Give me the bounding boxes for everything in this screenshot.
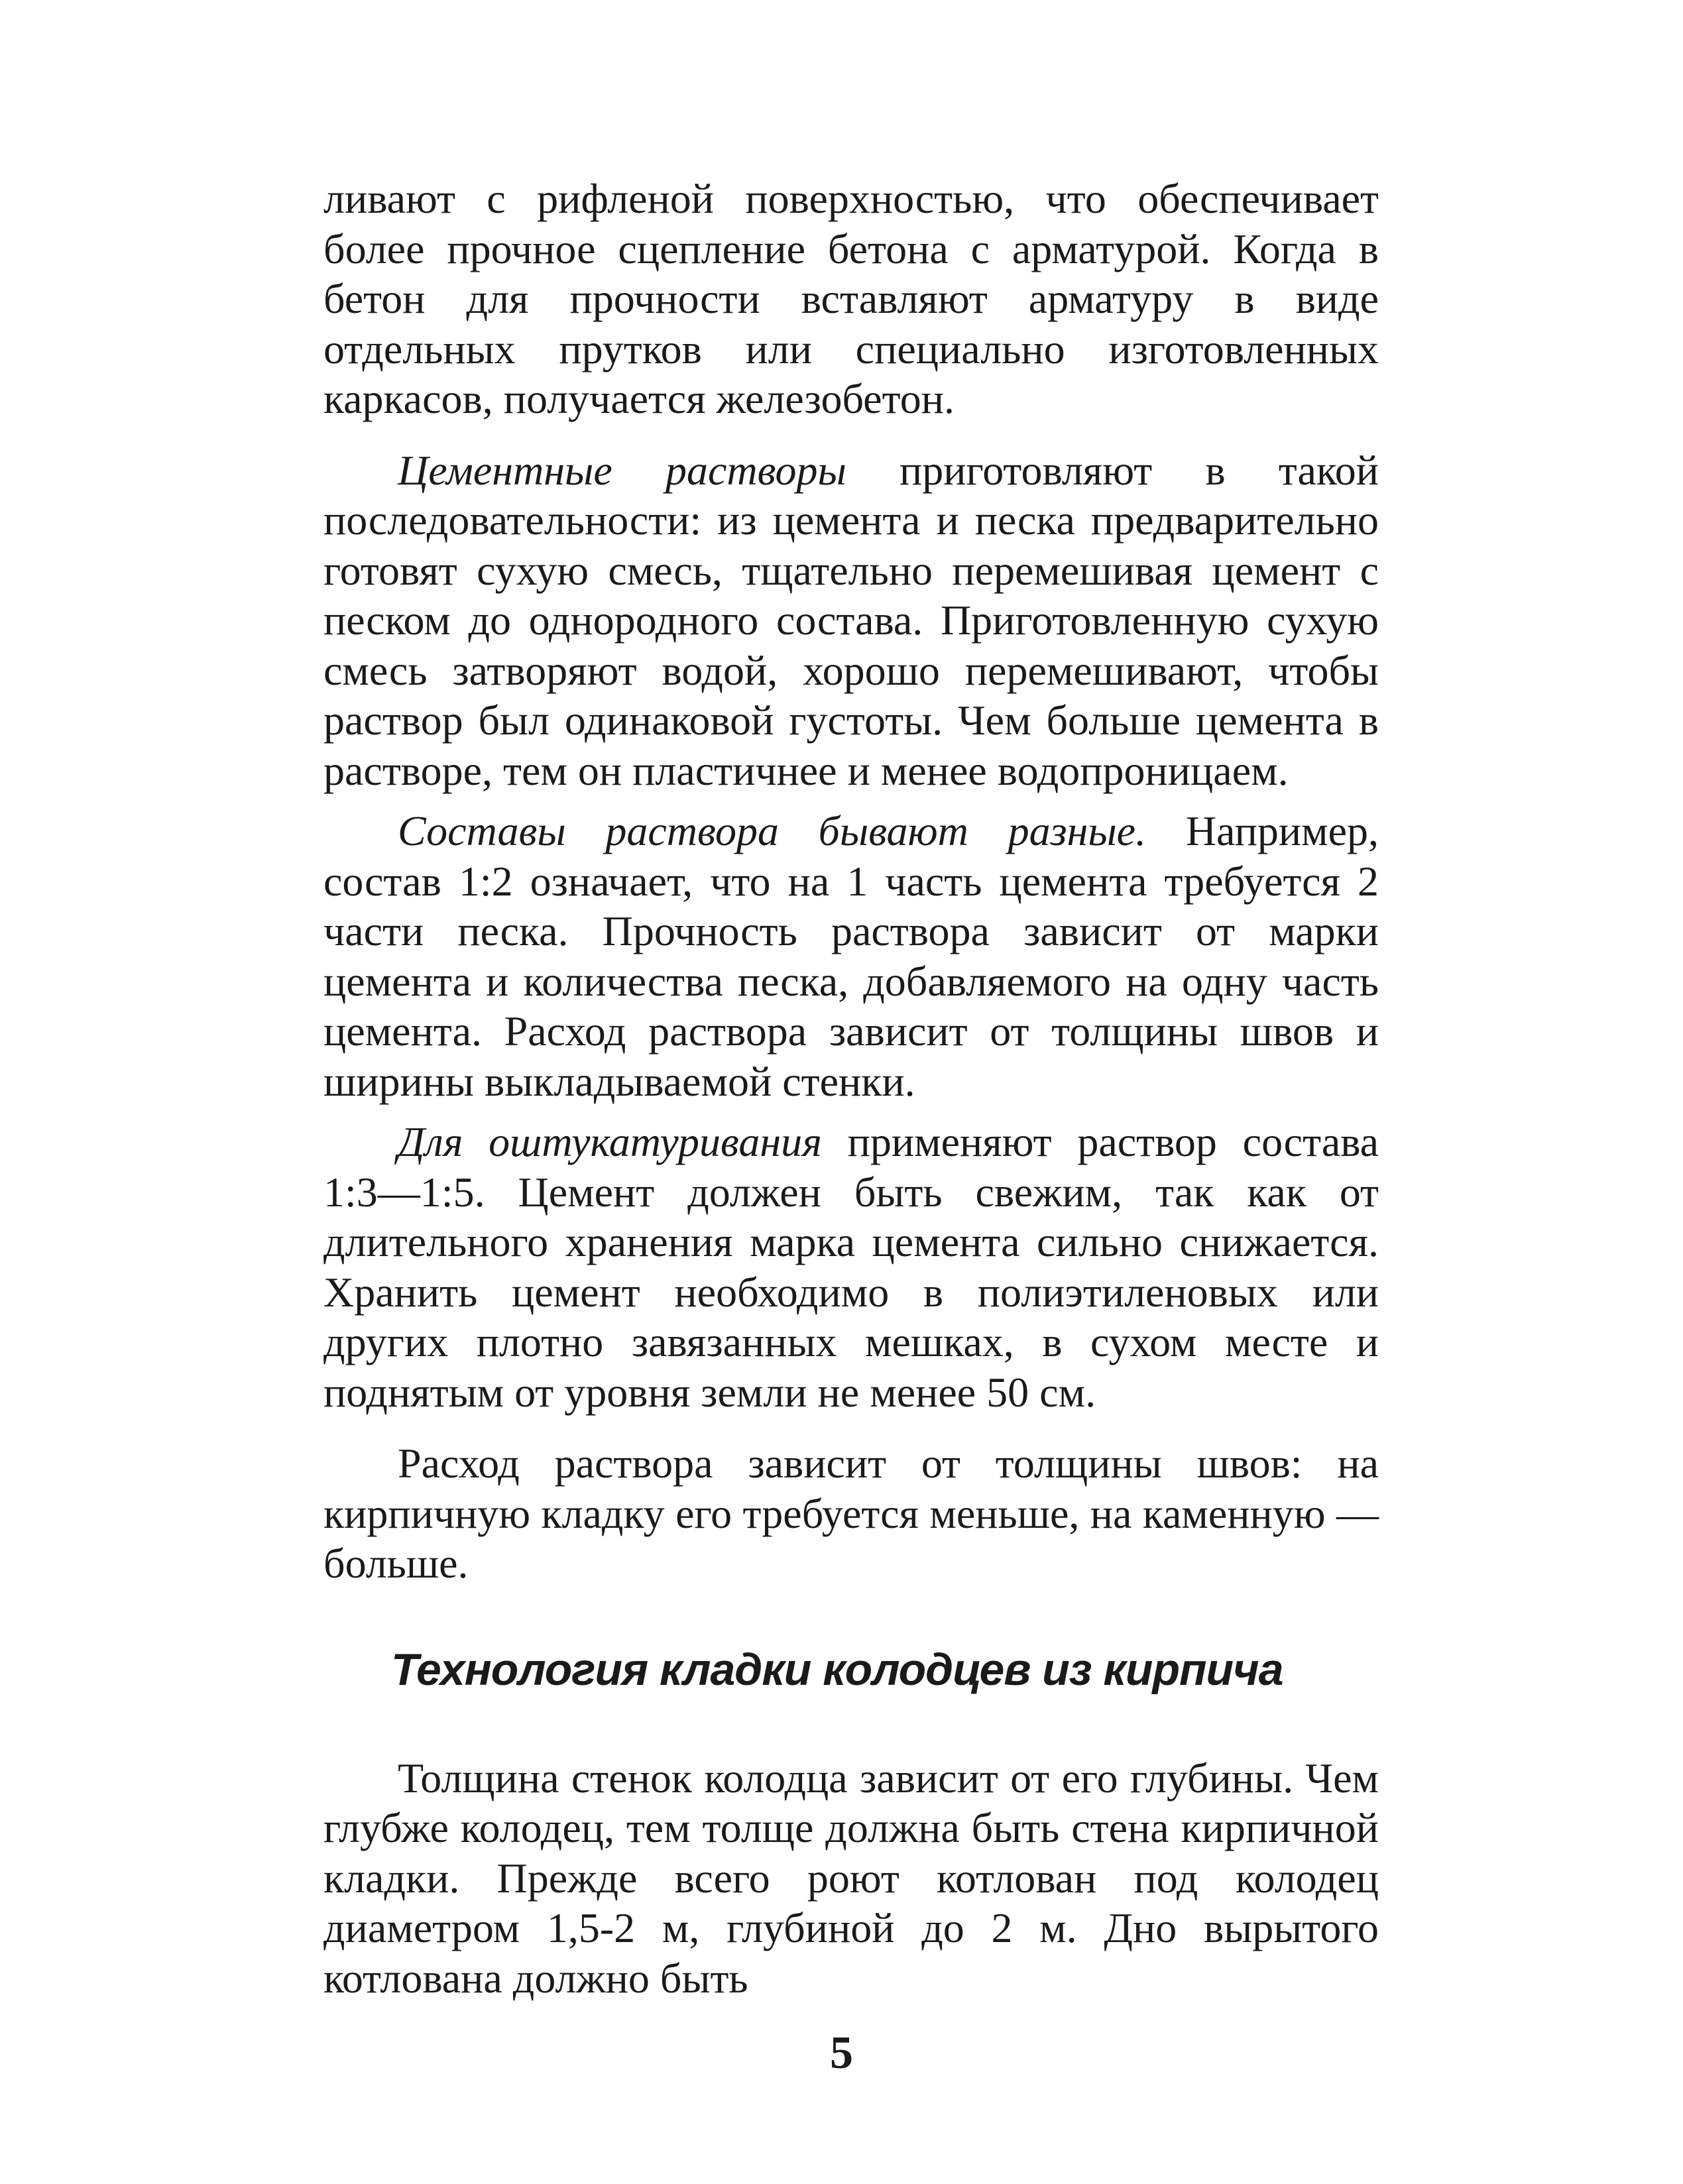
paragraph-plastering xyxy=(323,1117,1379,1417)
paragraph-wall-thickness xyxy=(323,1753,1379,2004)
paragraph-text: применяют раствор состава 1:3—1:5. Цемент должен быть свежим, так как от длительного хранения марка цемента сильно снижается. Хранить цемент необходимо в полиэтиленовых или других плотно завязанных мешках, в сухом месте и поднятым от уровня земли не менее 50 см. xyxy=(323,1118,1379,1416)
paragraph-text: Расход раствора зависит от толщины швов: на кирпичную кладку его требуется меньше, на каменную — больше. xyxy=(323,1440,1379,1587)
paragraph-text: Толщина стенок колодца зависит от его глубины. Чем глубже колодец, тем толще должна быть стена кирпичной кладки. Прежде всего роют котлован под колодец диаметром 1,5-2 м, глубиной до 2 м. Дно вырытого котлована должно быть xyxy=(323,1754,1379,2002)
page-body xyxy=(323,174,1379,2014)
paragraph-text: Например, состав 1:2 означает, что на 1 часть цемента требуется 2 части песка. Прочность раствора зависит от марки цемента и количества песка, добавляемого на одну часть цемента. Расход раствора зависит от толщины швов и ширины выкладываемой стенки. xyxy=(323,807,1379,1105)
italic-lead: Составы раствора бывают разные. xyxy=(398,807,1147,854)
page-number: 5 xyxy=(830,2028,853,2079)
paragraph-text: приготовляют в такой последовательности: из цемента и песка предварительно готовят сухую смесь, тщательно перемешивая цемент с песком до однородного состава. Приготовленную сухую смесь затворяют водой, хорошо перемешивают, чтобы раствор был одинаковой густоты. Чем больше цемента в растворе, тем он пластичнее и менее водопроницаем. xyxy=(323,446,1379,794)
paragraph-cement-mortars xyxy=(323,445,1379,796)
italic-lead: Для оштукатуривания xyxy=(398,1118,822,1165)
paragraph-text: ливают с рифленой поверхностью, что обеспечивает более прочное сцепление бетона с арматурой. Когда в бетон для прочности вставляют арматуру в виде отдельных прутков или специально изготовленных каркасов, получается железобетон. xyxy=(323,175,1379,422)
paragraph-mortar-compositions xyxy=(323,806,1379,1106)
paragraph-mortar-consumption xyxy=(323,1438,1379,1589)
section-heading: Технология кладки колодцев из кирпича xyxy=(391,1644,1283,1695)
paragraph-reinforcement xyxy=(323,174,1379,424)
italic-lead: Цементные растворы xyxy=(398,446,846,494)
